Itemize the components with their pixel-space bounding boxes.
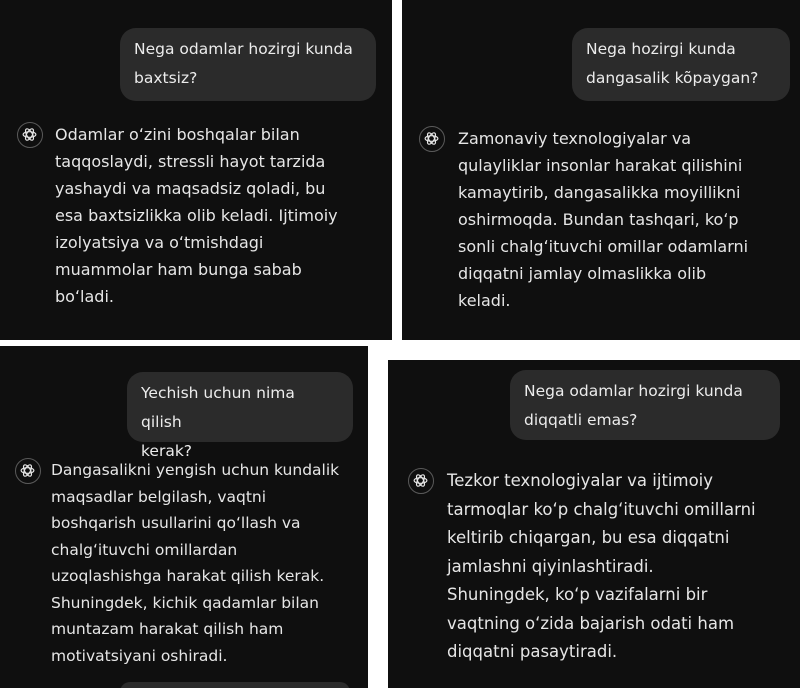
chat-panel-2 bbox=[402, 0, 800, 340]
chat-panel-1 bbox=[0, 0, 392, 340]
assistant-reply-text: Tezkor texnologiyalar va ijtimoiy tarmoqlar koʻp chalgʻituvchi omillarni keltirib chiqargan, bu esa diqqatni jamlashni qiyinlashtiradi. Shuningdek, koʻp vazifalarni bir vaqtning oʻzida bajarish odati ham diqqatni pasaytiradi. bbox=[447, 471, 756, 661]
chatgpt-logo-icon bbox=[419, 126, 445, 152]
chat-panel-3 bbox=[0, 346, 368, 688]
chatgpt-logo-icon bbox=[15, 458, 41, 484]
assistant-reply-text: Odamlar oʻzini boshqalar bilan taqqoslaydi, stressli hayot tarzida yashaydi va maqsadsiz qoladi, bu esa baxtsizlikka olib keladi. Ijtimoiy izolyatsiya va oʻtmishdagi muammolar ham bunga sabab boʻladi. bbox=[55, 125, 338, 306]
chat-panel-4 bbox=[388, 360, 800, 688]
user-message-bubble: Nega odamlar hozirgi kunda diqqatli emas? bbox=[510, 370, 780, 440]
chatgpt-logo-icon bbox=[408, 468, 434, 494]
assistant-reply-text: Dangasalikni yengish uchun kundalik maqsadlar belgilash, vaqtni boshqarish usullarini qoʻllash va chalgʻituvchi omillardan uzoqlashishga harakat qilish kerak. Shuningdek, kichik qadamlar bilan muntazam harakat qilish ham motivatsiyani oshiradi. bbox=[51, 461, 340, 665]
user-message-bubble: Nega hozirgi kunda dangasalik kõpaygan? bbox=[572, 28, 790, 101]
next-user-message-bubble-partial bbox=[120, 682, 350, 688]
user-message-bubble: Yechish uchun nima qilish kerak? bbox=[127, 372, 353, 442]
user-message-bubble: Nega odamlar hozirgi kunda baxtsiz? bbox=[120, 28, 376, 101]
assistant-reply-text: Zamonaviy texnologiyalar va qulayliklar insonlar harakat qilishini kamaytirib, dangasalikka moyillikni oshirmoqda. Bundan tashqari, koʻp sonli chalgʻituvchi omillar odamlarni diqqatni jamlay olmaslikka olib keladi. bbox=[458, 129, 749, 310]
chatgpt-logo-icon bbox=[17, 122, 43, 148]
